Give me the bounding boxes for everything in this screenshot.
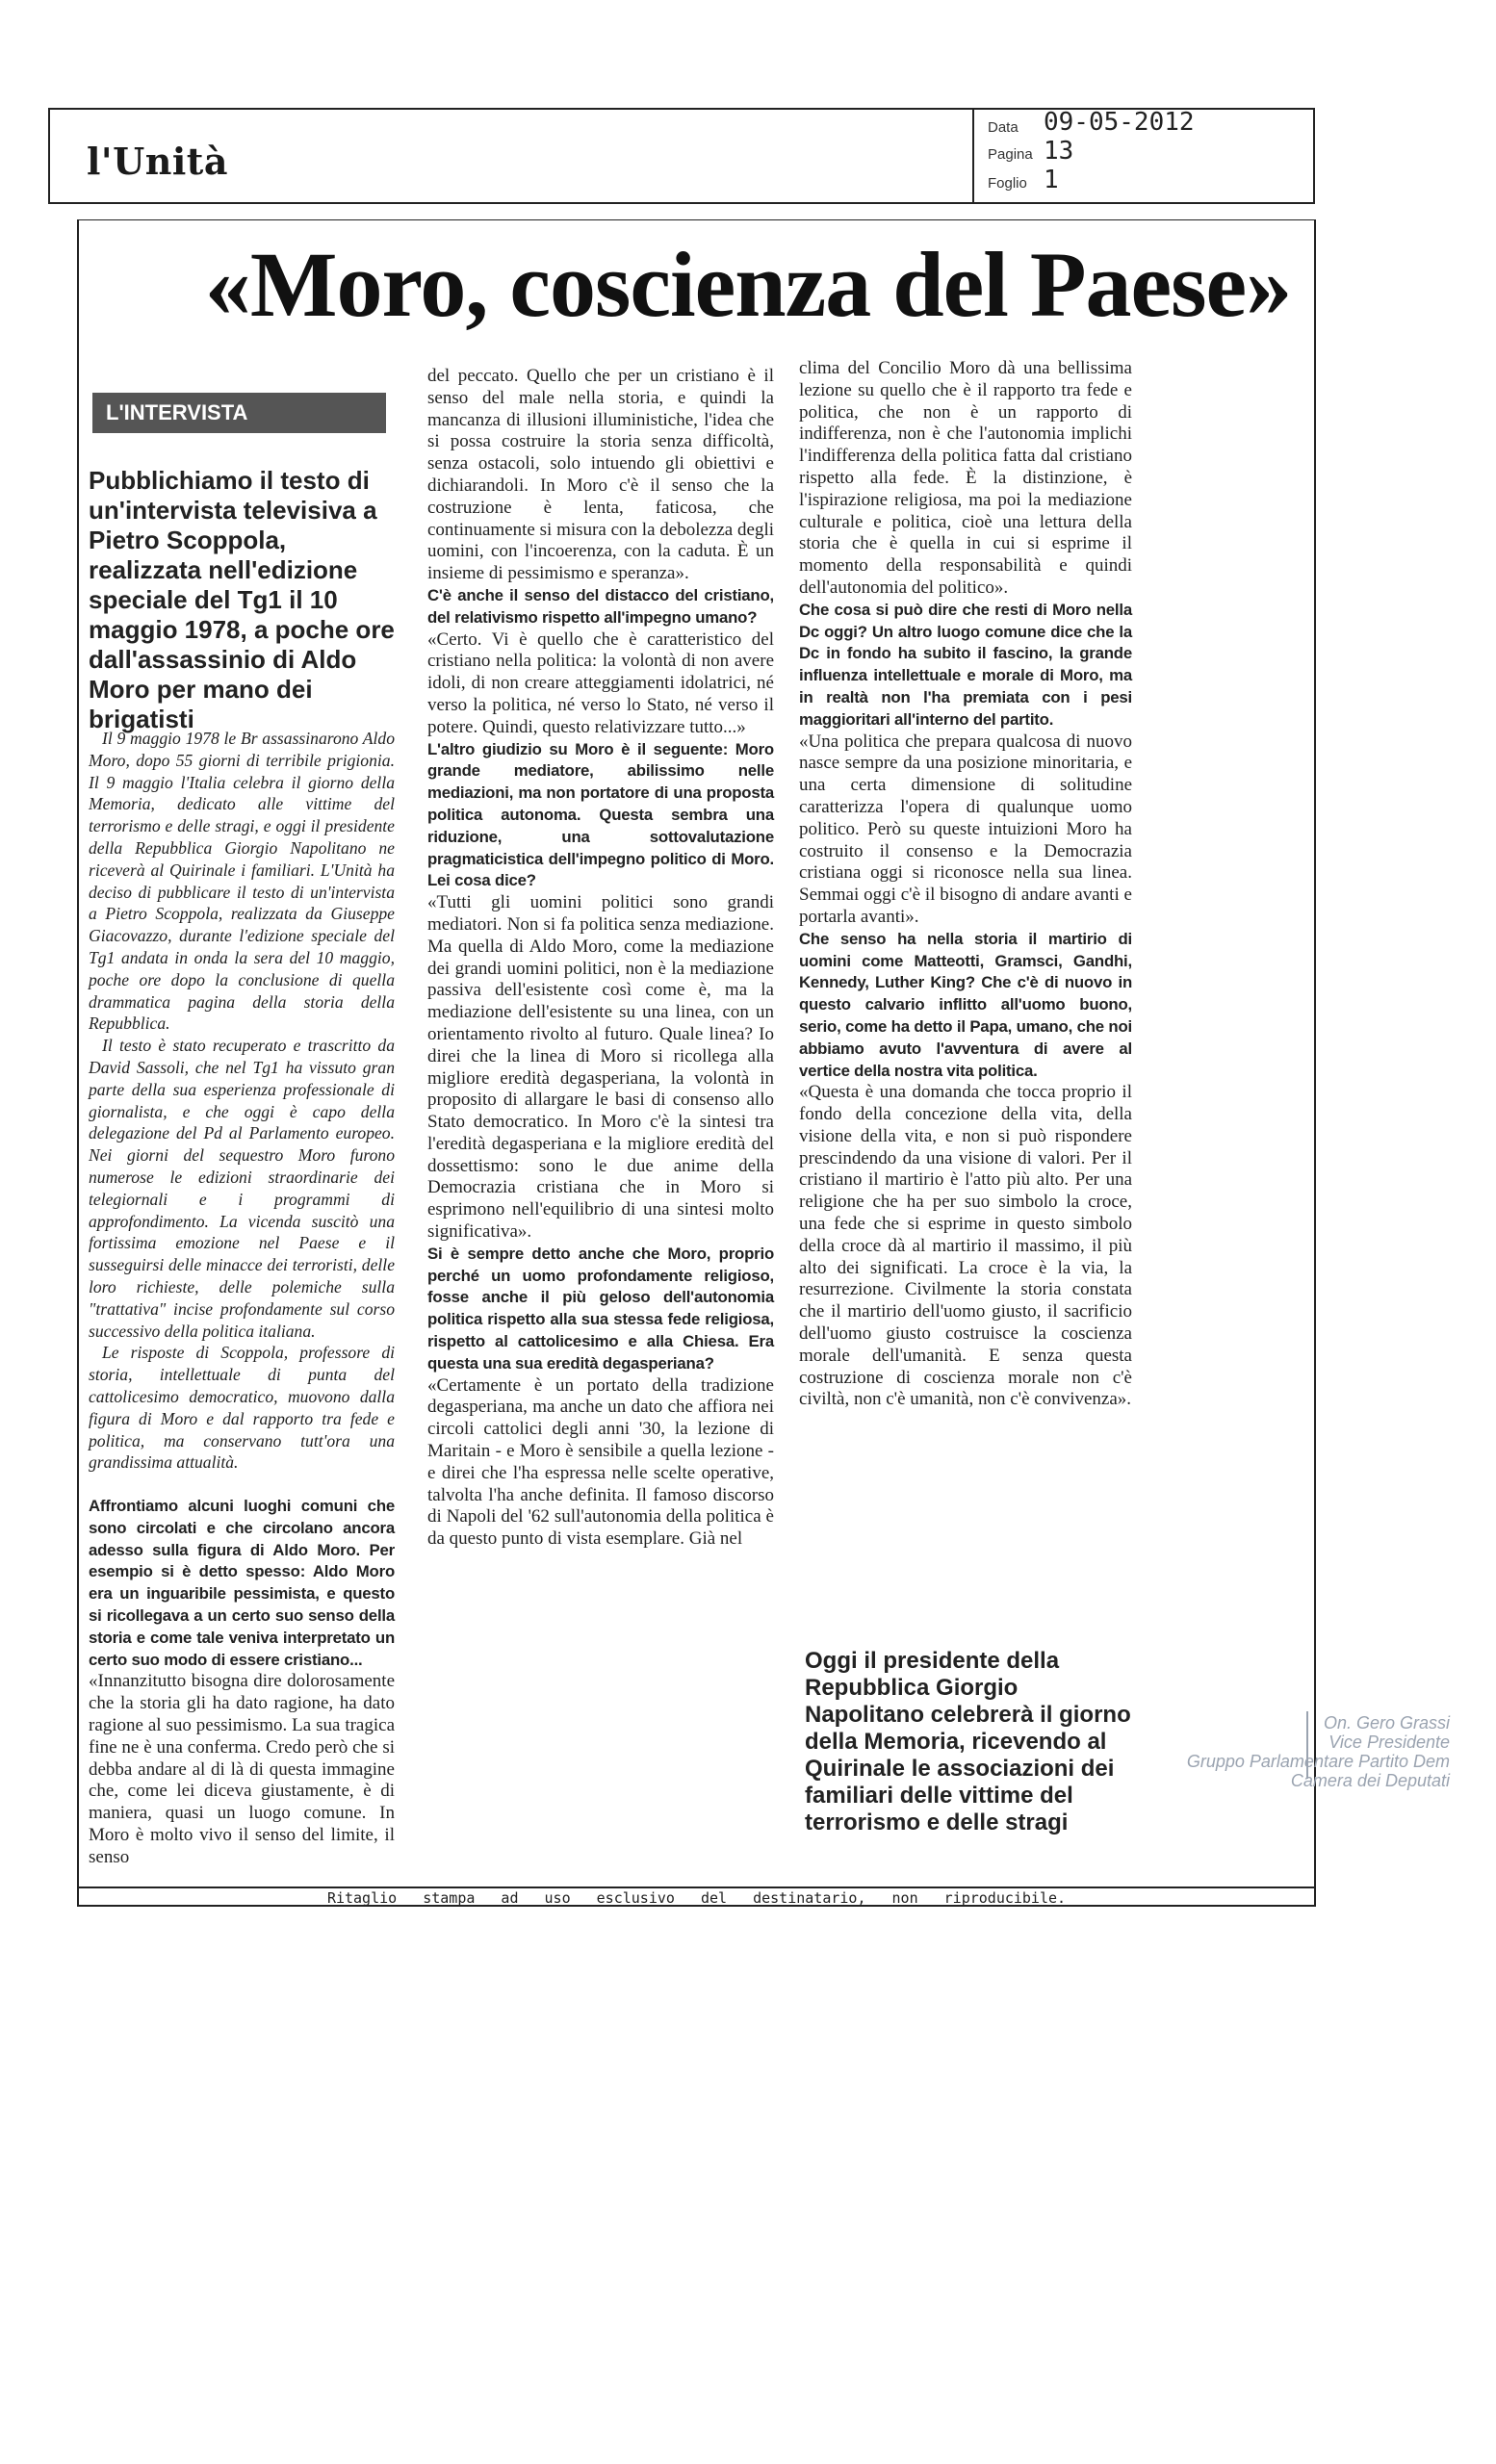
stamp-line-2: Vice Presidente — [1328, 1732, 1450, 1752]
data-label: Data — [988, 119, 1019, 136]
column-1 — [89, 1496, 395, 1869]
pull-quote: Oggi il presidente della Repubblica Giorgio Napolitano celebrerà il giorno della Memoria, ricevendo al Quirinale le associazioni dei familiari delle vittime del terrorismo e delle stragi — [805, 1648, 1131, 1835]
foglio-value: 1 — [1044, 166, 1059, 194]
answer: «Certo. Vi è quello che è caratteristico del cristiano nella politica: la volontà di non avere idoli, di non creare atteggiamenti idolatrici, né verso la politica, né verso lo Stato, né verso il potere. Quindi, questo relativizzare tutto...» — [427, 629, 774, 737]
section-kicker: L'INTERVISTA — [92, 393, 386, 433]
answer: «Innanzitutto bisogna dire dolorosamente che la storia gli ha dato ragione, ha dato ragione al suo pessimismo. La sua tragica fine ne è una conferma. Credo però che si debba andare al di là di questa immagine che, come lei diceva giustamente, è di maniera, quasi un luogo comune. In Moro è molto vivo il senso del limite, il senso — [89, 1671, 395, 1867]
headline: «Moro, coscienza del Paese» — [204, 233, 1292, 336]
question: C'è anche il senso del distacco del cristiano, del relativismo rispetto all'impegno umano? — [427, 585, 774, 627]
clipping-footer: Ritaglio stampa ad uso esclusivo del destinatario, non riproducibile. — [77, 1886, 1316, 1908]
article-lead: Pubblichiamo il testo di un'intervista televisiva a Pietro Scoppola, realizzata nell'edizione speciale del Tg1 il 10 maggio 1978, a poche ore dall'assassinio di Aldo Moro per mano dei brigatisti — [89, 466, 395, 733]
answer: «Tutti gli uomini politici sono grandi mediatori. Non si fa politica senza mediazione. Ma quella di Aldo Moro, come la mediazione dei grandi uomini politici, non è la mediazione passiva dell'esistente così come è, ma la mediazione dell'esistente su una linea, con un orientamento rivolto al futuro. Quale linea? Io direi che la linea di Moro si ricollega alla migliore eredità degasperiana, la volontà in proposito di allargare le basi di consenso allo Stato democratico. In Moro c'è la sintesi tra l'eredità degasperiana e la migliore eredità del dossettismo: sono le due anime della Democrazia cristiana che in Moro si esprimono nell'equilibrio di una sintesi molto significativa». — [427, 892, 774, 1243]
intro-paragraph: Le risposte di Scoppola, professore di storia, intellettuale di punta del cattolicesimo democratico, muovono dalla figura di Moro e dal rapporto tra fede e politica, ma conservano tutt'ora una grandissima attualità. — [89, 1343, 395, 1473]
deputy-stamp — [1132, 1713, 1450, 1790]
stamp-line-4: Camera dei Deputati — [1290, 1771, 1450, 1790]
intro-paragraph: Il testo è stato recuperato e trascritto da David Sassoli, che nel Tg1 ha vissuto gran parte della sua esperienza professionale di giornalista, e che oggi è capo della delegazione del Pd al Parlamento europeo. Nei giorni del sequestro Moro furono numerose le edizioni straordinarie dei telegiornali e i programmi di approfondimento. La vicenda suscitò una fortissima emozione nel Paese e il susseguirsi delle minacce dei terroristi, delle loro richieste, delle polemiche sulla "trattativa" incise profondamente sul corso successivo della politica italiana. — [89, 1036, 395, 1341]
answer: del peccato. Quello che per un cristiano è il senso del male nella storia, e quindi la mancanza di illusioni illuministiche, l'idea che si possa costruire la storia senza difficoltà, senza ostacoli, solo intuendo gli obiettivi e dichiarandoli. In Moro c'è il senso che la costruzione è lenta, faticosa, che continuamente si misura con la debolezza degli uomini, con l'incoerenza, con la caduta. È un insieme di pessimismo e speranza». — [427, 366, 774, 584]
answer: «Certamente è un portato della tradizione degasperiana, ma anche un dato che affiora nei circoli cattolici degli anni '30, la lezione di Maritain - e Moro è sensibile a quella lezione - e direi che l'ha espressa nelle scelte operative, talvolta l'ha anche definita. Il famoso discorso di Napoli del '62 sull'autonomia della politica è da questo punto di vista esemplare. Già nel — [427, 1374, 774, 1550]
column-3 — [799, 358, 1132, 1411]
stamp-line-3: Gruppo Parlamentare Partito Dem — [1186, 1752, 1450, 1771]
foglio-label: Foglio — [988, 175, 1027, 192]
question: Affrontiamo alcuni luoghi comuni che sono circolati e che circolano ancora adesso sulla figura di Aldo Moro. Per esempio si è detto spesso: Aldo Moro era un inguaribile pessimista, e questo si ricollegava a un certo suo senso della storia e come tale veniva interpretato un certo suo modo di essere cristiano... — [89, 1497, 395, 1669]
stamp-line-1: On. Gero Grassi — [1323, 1713, 1450, 1732]
question: Che senso ha nella storia il martirio di uomini come Matteotti, Gramsci, Gandhi, Kennedy, Luther King? Che c'è di nuovo in questo calvario inflitto all'uomo buono, serio, come ha detto il Papa, umano, che noi abbiamo avuto l'avventura di avere al vertice della nostra vita politica. — [799, 929, 1132, 1080]
answer: clima del Concilio Moro dà una bellissima lezione su quello che è il rapporto tra fede e politica, che non è un rapporto di indifferenza, non è che l'autonomia implichi l'indifferenza della politica fatta dal cristiano rispetto alla fede. È la distinzione, è l'ispirazione religiosa, ma poi la mediazione culturale e politica, cioè una lettura della storia che è quella in cui si esprime il momento della responsabilità e quindi dell'autonomia del politico». — [799, 358, 1132, 598]
question: L'altro giudizio su Moro è il seguente: Moro grande mediatore, abilissimo nelle mediazioni, ma non portatore di una proposta politica autonoma. Questa sembra una riduzione, una sottovalutazione pragmaticistica dell'impegno politico di Moro. Lei cosa dice? — [427, 739, 774, 890]
data-value: 09-05-2012 — [1044, 108, 1195, 137]
intro-paragraph: Il 9 maggio 1978 le Br assassinarono Aldo Moro, dopo 55 giorni di terribile prigionia. Il 9 maggio l'Italia celebra il giorno della Memoria, dedicato alle vittime del terrorismo e delle stragi, e oggi il presidente della Repubblica Giorgio Napolitano ne riceverà al Quirinale i familiari. L'Unità ha deciso di pubblicare il testo di un'intervista a Pietro Scoppola, realizzata da Giuseppe Giacovazzo, durante l'edizione speciale del Tg1 andata in onda la sera del 10 maggio, poche ore dopo la conclusione di quella drammatica pagina della storia della Repubblica. — [89, 729, 395, 1034]
answer: «Una politica che prepara qualcosa di nuovo nasce sempre da una posizione minoritaria, e una certa dimensione di solitudine caratterizza l'opera di qualunque uomo politico. Però su queste intuizioni Moro ha costruito il consenso e la Democrazia cristiana oggi si riconosce nella sua linea. Semmai oggi c'è il bisogno di andare avanti e portarla avanti». — [799, 731, 1132, 927]
column-2 — [427, 366, 774, 1551]
answer: «Questa è una domanda che tocca proprio il fondo della concezione della vita, della visione della vita, e non si può rispondere prescindendo da una visione di valori. Per il cristiano il martirio è l'atto più alto. Per una religione che ha per suo simbolo la croce, una fede che si esprime in questo simbolo della croce dà al martirio il massimo, il più alto dei significati. La croce è la via, la resurrezione. Civilmente la storia constata che il martirio dell'uomo giusto, il sacrificio dell'uomo giusto costruisce la coscienza morale dell'umanità. E senza questa costruzione di coscienza morale non c'è civiltà, non c'è umanità, non c'è convivenza». — [799, 1082, 1132, 1410]
pagina-label: Pagina — [988, 146, 1033, 163]
newspaper-logo: l'Unità — [87, 140, 228, 183]
intro-text — [89, 728, 395, 1474]
question: Che cosa si può dire che resti di Moro nella Dc oggi? Un altro luogo comune dice che la Dc in fondo ha subito il fascino, la grande influenza intellettuale e morale di Moro, ma in realtà non l'ha premiata con i pesi maggioritari all'interno del partito. — [799, 600, 1132, 729]
question: Si è sempre detto anche che Moro, proprio perché un uomo profondamente religioso, fosse anche il più geloso dell'autonomia politica rispetto alla sua stessa fede religiosa, rispetto al cattolicesimo e alla Chiesa. Era questa una sua eredità degasperiana? — [427, 1244, 774, 1373]
pagina-value: 13 — [1044, 137, 1074, 166]
